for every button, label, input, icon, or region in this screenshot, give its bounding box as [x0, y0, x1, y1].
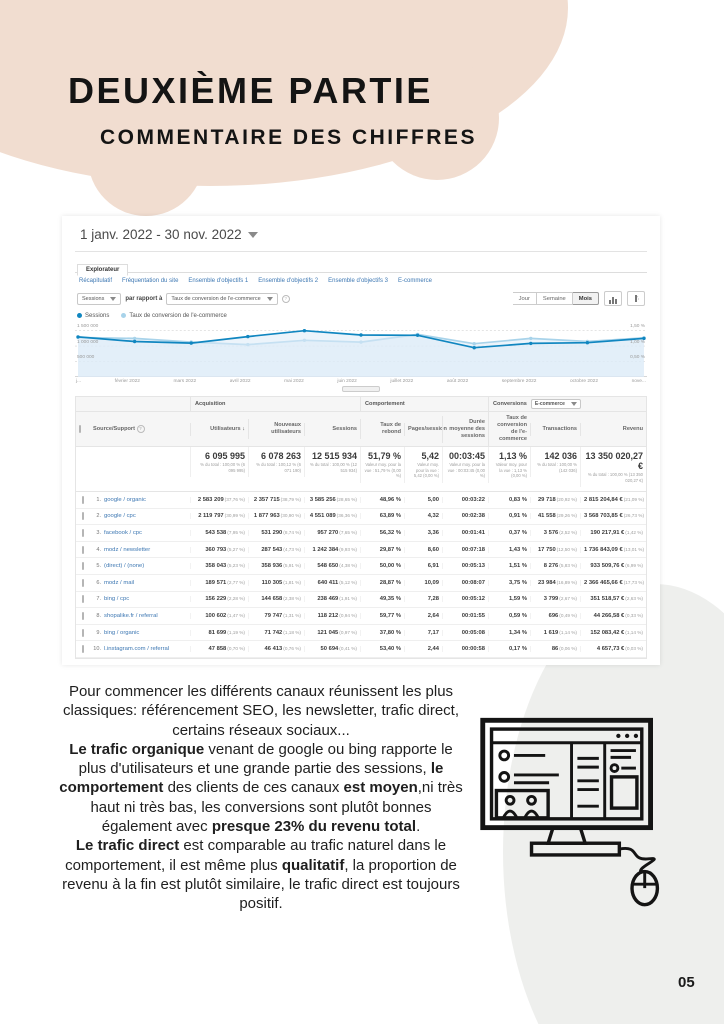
table-row	[76, 509, 646, 526]
secondary-metric-select[interactable]	[166, 293, 277, 305]
source-link[interactable]: bing / cpc	[104, 596, 130, 603]
row-checkbox-cell	[76, 613, 90, 619]
x-axis-tick: octobre 2022	[570, 379, 599, 385]
table-row	[76, 575, 646, 592]
tab-explorateur[interactable]: Explorateur	[77, 264, 128, 276]
row-index: 10.	[93, 646, 101, 653]
cell-rebond: 56,32 %	[360, 530, 404, 536]
cell-rebond: 48,96 %	[360, 497, 404, 503]
cell-conversion: 0,37 %	[488, 530, 530, 536]
row-index: 8.	[96, 612, 101, 619]
cell-rebond: 29,87 %	[360, 547, 404, 553]
chevron-down-icon	[571, 402, 577, 406]
y-axis-tick: 500 000	[77, 355, 95, 361]
cell-utilisateurs: 543 538(7,95 %)	[190, 530, 248, 536]
cell-nouveaux: 358 936(5,91 %)	[248, 563, 304, 569]
cell-conversion: 0,59 %	[488, 613, 530, 619]
person-head	[506, 796, 514, 804]
cell-duree: 00:05:12	[442, 596, 488, 602]
cell-sessions: 1 242 384(9,93 %)	[304, 547, 360, 553]
body-text-segment: venant de google ou bing rapporte le plus d'utilisateurs et une grande partie des sessions,	[78, 740, 453, 778]
row-checkbox-cell	[76, 596, 90, 602]
cell-rebond: 49,35 %	[360, 596, 404, 602]
chart-scrollbar[interactable]	[342, 386, 380, 392]
table-row	[76, 625, 646, 642]
report-nav-link[interactable]: E-commerce	[397, 278, 432, 284]
cell-rebond: 28,87 %	[360, 580, 404, 586]
cell-pages: 3,36	[404, 530, 442, 536]
cell-utilisateurs: 189 571(2,77 %)	[190, 580, 248, 586]
cell-duree: 00:01:41	[442, 530, 488, 536]
cell-pages: 7,28	[404, 596, 442, 602]
row-index: 9.	[96, 629, 101, 636]
row-checkbox[interactable]	[82, 562, 84, 570]
y2-axis-tick: 1,50 %	[630, 324, 645, 330]
granularity-controls	[513, 291, 645, 306]
source-cell	[90, 547, 190, 553]
cell-revenu: 2 366 465,66 €(17,73 %)	[580, 580, 646, 586]
scatter-icon: ∴	[635, 296, 639, 302]
row-checkbox-cell	[76, 580, 90, 586]
chevron-down-icon	[248, 232, 258, 238]
window-dot	[616, 734, 620, 738]
report-nav-link[interactable]: Ensemble d'objectifs 1	[188, 278, 249, 284]
cell-duree: 00:07:18	[442, 547, 488, 553]
body-text-segment: Le trafic direct	[75, 837, 180, 855]
ad-box	[612, 777, 637, 808]
row-checkbox[interactable]	[82, 529, 84, 537]
cell-utilisateurs: 358 043(5,23 %)	[190, 563, 248, 569]
body-text-segment: Pour commencer les différents canaux réunissent les plus classiques: référencement SEO, les newsletter, trafic direct, certains réseaux sociaux...	[63, 683, 459, 739]
row-checkbox[interactable]	[82, 629, 84, 637]
cell-nouveaux: 110 305(1,81 %)	[248, 580, 304, 586]
table-row	[76, 592, 646, 609]
cell-revenu: 44 266,58 €(0,33 %)	[580, 613, 646, 619]
cell-duree: 00:05:13	[442, 563, 488, 569]
chevron-down-icon	[267, 297, 273, 301]
conversions-type-label: E-commerce	[534, 401, 565, 408]
total-rebond: 51,79 % Valeur moy. pour la vue : 51,79 % (0,00 %)	[360, 447, 404, 483]
cell-utilisateurs: 2 119 797(30,99 %)	[190, 513, 248, 519]
sources-table	[75, 396, 647, 659]
cell-sessions: 3 585 256(28,65 %)	[304, 497, 360, 503]
cell-transactions: 696(0,49 %)	[530, 613, 580, 619]
source-link[interactable]: shopalike.fr / referral	[104, 612, 158, 619]
row-checkbox[interactable]	[82, 496, 84, 504]
bullet-icon	[500, 773, 509, 782]
source-link[interactable]: modz / newsletter	[104, 546, 151, 553]
source-cell	[90, 513, 190, 519]
cell-transactions: 3 799(2,67 %)	[530, 596, 580, 602]
cell-duree: 00:02:38	[442, 513, 488, 519]
cell-sessions: 548 650(4,38 %)	[304, 563, 360, 569]
cell-utilisateurs: 360 793(5,27 %)	[190, 547, 248, 553]
source-cell	[90, 497, 190, 503]
row-checkbox-cell	[76, 563, 90, 569]
table-header-row	[76, 412, 646, 447]
cell-revenu: 4 657,73 €(0,03 %)	[580, 646, 646, 652]
cell-nouveaux: 2 357 715(38,79 %)	[248, 497, 304, 503]
body-text-segment: presque 23% du revenu total	[211, 818, 417, 836]
cell-conversion: 0,83 %	[488, 497, 530, 503]
col-duree-moyenne[interactable]: Durée moyenne des sessions	[442, 416, 488, 443]
line-chart-view-button[interactable]	[604, 291, 622, 306]
table-row	[76, 558, 646, 575]
vs-label: par rapport à	[125, 295, 163, 302]
bar-icon	[612, 297, 614, 304]
row-checkbox[interactable]	[82, 546, 84, 554]
x-axis-tick: nove...	[631, 379, 646, 385]
cell-conversion: 1,34 %	[488, 630, 530, 636]
cell-revenu: 190 217,91 €(1,42 %)	[580, 530, 646, 536]
window-dot	[634, 734, 638, 738]
chevron-down-icon	[110, 297, 116, 301]
cell-nouveaux: 46 413(0,76 %)	[248, 646, 304, 652]
cell-utilisateurs: 156 229(2,28 %)	[190, 596, 248, 602]
legend-sessions	[77, 313, 109, 319]
body-paragraph	[56, 682, 466, 740]
row-checkbox-cell	[76, 513, 90, 519]
row-index: 4.	[96, 546, 101, 553]
source-link[interactable]: facebook / cpc	[104, 530, 142, 536]
cell-rebond: 50,00 %	[360, 563, 404, 569]
row-index: 6.	[96, 579, 101, 586]
cell-sessions: 4 551 089(36,36 %)	[304, 513, 360, 519]
cell-pages: 2,64	[404, 613, 442, 619]
tab-bar	[75, 252, 647, 273]
bar-icon	[609, 300, 611, 304]
cell-sessions: 121 045(0,97 %)	[304, 630, 360, 636]
total-revenu: 13 350 020,27 € % du total : 100,00 % (13 350 020,27 €)	[580, 447, 646, 487]
body-text-segment: le comportement	[59, 760, 444, 797]
cell-conversion: 3,75 %	[488, 580, 530, 586]
cell-revenu: 1 736 843,09 €(13,01 %)	[580, 547, 646, 553]
bullet-icon	[500, 751, 509, 760]
row-checkbox[interactable]	[82, 612, 84, 620]
source-cell	[90, 530, 190, 536]
timeseries-chart	[75, 323, 647, 377]
total-pages: 5,42 Valeur moy. pour la vue : 5,42 (0,00 %)	[404, 447, 442, 483]
cell-transactions: 8 276(5,83 %)	[530, 563, 580, 569]
legend-label: Taux de conversion de l'e-commerce	[129, 313, 227, 320]
row-index: 5.	[96, 563, 101, 570]
row-index: 7.	[96, 596, 101, 603]
total-transactions: 142 036 % du total : 100,00 % (142 036)	[530, 447, 580, 477]
report-nav	[75, 273, 647, 288]
x-axis-tick: avril 2022	[229, 379, 251, 385]
total-conversion: 1,13 % Valeur moy. pour la vue : 1,13 % (0,00 %)	[488, 447, 530, 483]
x-axis-labels	[75, 377, 647, 384]
body-text-segment: qualitatif	[281, 856, 345, 874]
table-body	[76, 492, 646, 658]
row-checkbox-cell	[76, 497, 90, 503]
report-nav-link[interactable]: Ensemble d'objectifs 2	[258, 278, 319, 284]
source-link[interactable]: modz / mail	[104, 579, 135, 586]
row-checkbox-cell	[76, 630, 90, 636]
page-number: 05	[678, 974, 695, 991]
cell-transactions: 3 576(2,52 %)	[530, 530, 580, 536]
granularity-button[interactable]: Semaine	[537, 292, 573, 305]
cell-rebond: 37,80 %	[360, 630, 404, 636]
cell-pages: 2,44	[404, 646, 442, 652]
col-transactions[interactable]: Transactions	[530, 423, 580, 436]
cell-sessions: 640 411(5,12 %)	[304, 580, 360, 586]
legend-dot-sessions	[77, 313, 82, 318]
cell-duree: 00:08:07	[442, 580, 488, 586]
row-index: 2.	[96, 513, 101, 520]
primary-metric-label: Sessions	[82, 295, 105, 302]
row-index: 1.	[96, 496, 101, 503]
body-text-segment: , la proportion de revenu à la fin est plutôt similaire, le trafic direct est toujours positif.	[62, 856, 460, 913]
select-all-checkbox-cell	[76, 423, 90, 436]
person-head	[528, 796, 536, 804]
body-paragraph	[56, 836, 466, 913]
monitor-base	[532, 843, 620, 855]
cell-revenu: 933 509,76 €(6,99 %)	[580, 563, 646, 569]
total-sessions: 12 515 934 % du total : 100,00 % (12 515 934)	[304, 447, 360, 477]
body-text-segment: ,ni très haut ni très bas, les conversions sont plutôt bonnes également avec	[90, 779, 463, 836]
group-acquisition: Acquisition	[190, 397, 360, 411]
page-title: DEUXIÈME PARTIE	[68, 70, 433, 111]
chart-legend	[75, 310, 647, 321]
y-axis-tick: 1 500 000	[77, 324, 99, 330]
cell-revenu: 152 083,42 €(1,14 %)	[580, 630, 646, 636]
col-utilisateurs[interactable]: Utilisateurs ↓	[190, 423, 248, 436]
legend-conversion	[121, 313, 227, 319]
cell-pages: 7,17	[404, 630, 442, 636]
cell-pages: 5,00	[404, 497, 442, 503]
x-axis-tick: j...	[76, 379, 82, 385]
motion-chart-view-button[interactable]	[627, 291, 645, 306]
body-text-segment: Le trafic organique	[69, 740, 205, 758]
page-subtitle: COMMENTAIRE DES CHIFFRES	[100, 126, 477, 149]
x-axis-tick: février 2022	[114, 379, 140, 385]
commentary-text	[56, 682, 466, 914]
mouse-cable	[619, 848, 654, 872]
cell-duree: 00:05:08	[442, 630, 488, 636]
cell-rebond: 59,77 %	[360, 613, 404, 619]
metric-compare-controls	[77, 293, 290, 305]
cell-transactions: 1 619(1,14 %)	[530, 630, 580, 636]
cell-transactions: 23 984(16,89 %)	[530, 580, 580, 586]
cell-utilisateurs: 100 602(1,47 %)	[190, 613, 248, 619]
cell-utilisateurs: 47 858(0,70 %)	[190, 646, 248, 652]
cell-pages: 8,60	[404, 547, 442, 553]
x-axis-tick: juillet 2022	[390, 379, 414, 385]
total-utilisateurs: 6 095 995 % du total : 100,00 % (6 095 995)	[190, 447, 248, 477]
cell-revenu: 3 568 703,85 €(26,73 %)	[580, 513, 646, 519]
body-text-segment: est moyen	[343, 779, 418, 797]
computer-illustration	[473, 710, 673, 915]
info-icon: ?	[282, 295, 290, 303]
table-row	[76, 492, 646, 509]
x-axis-tick: mai 2022	[284, 379, 304, 385]
select-all-checkbox[interactable]	[79, 425, 81, 433]
table-totals-row	[76, 447, 646, 492]
bar-icon	[615, 299, 617, 304]
group-conversions	[488, 397, 646, 411]
table-row	[76, 608, 646, 625]
cell-duree: 00:01:55	[442, 613, 488, 619]
row-index: 3.	[96, 530, 101, 536]
cell-utilisateurs: 81 699(1,19 %)	[190, 630, 248, 636]
source-link[interactable]: google / organic	[104, 496, 146, 503]
body-paragraph	[56, 740, 466, 836]
legend-label: Sessions	[85, 313, 110, 320]
cell-utilisateurs: 2 583 209(37,76 %)	[190, 497, 248, 503]
analytics-screenshot	[62, 216, 660, 665]
x-axis-tick: juin 2022	[337, 379, 357, 385]
y2-axis-tick: 1,00 %	[630, 340, 645, 346]
cell-rebond: 53,40 %	[360, 646, 404, 652]
cell-transactions: 86(0,06 %)	[530, 646, 580, 652]
group-comportement: Comportement	[360, 397, 488, 411]
cell-duree: 00:00:58	[442, 646, 488, 652]
cell-pages: 4,32	[404, 513, 442, 519]
report-nav-link[interactable]: Fréquentation du site	[122, 278, 179, 284]
cell-nouveaux: 531 290(8,74 %)	[248, 530, 304, 536]
secondary-metric-label: Taux de conversion de l'e-commerce	[171, 295, 261, 302]
cell-nouveaux: 79 747(1,31 %)	[248, 613, 304, 619]
legend-dot-conversion	[121, 313, 126, 318]
beige-blob-bump2	[88, 100, 204, 216]
total-duree: 00:03:45 Valeur moy. pour la vue : 00:03:45 (0,00 %)	[442, 447, 488, 483]
cell-nouveaux: 144 658(2,38 %)	[248, 596, 304, 602]
cell-conversion: 0,17 %	[488, 646, 530, 652]
controls-row	[75, 288, 647, 310]
cell-duree: 00:03:22	[442, 497, 488, 503]
table-row	[76, 641, 646, 658]
report-nav-link[interactable]: Récapitulatif	[79, 278, 113, 284]
total-nouveaux: 6 078 263 % du total : 100,12 % (6 071 190)	[248, 447, 304, 477]
cell-sessions: 118 212(0,94 %)	[304, 613, 360, 619]
granularity-button[interactable]: Jour	[513, 292, 537, 305]
source-link[interactable]: bing / organic	[104, 629, 140, 636]
cell-revenu: 351 518,57 €(2,63 %)	[580, 596, 646, 602]
cell-pages: 10,09	[404, 580, 442, 586]
cell-conversion: 1,51 %	[488, 563, 530, 569]
cell-conversion: 0,91 %	[488, 513, 530, 519]
cell-nouveaux: 1 877 963(30,90 %)	[248, 513, 304, 519]
x-axis-tick: août 2022	[446, 379, 469, 385]
col-sessions[interactable]: Sessions	[304, 423, 360, 436]
cell-sessions: 238 469(1,91 %)	[304, 596, 360, 602]
cell-sessions: 957 270(7,65 %)	[304, 530, 360, 536]
source-link[interactable]: google / cpc	[104, 513, 136, 520]
cell-transactions: 29 718(20,92 %)	[530, 497, 580, 503]
col-taux-rebond[interactable]: Taux de rebond	[360, 419, 404, 439]
row-checkbox[interactable]	[82, 512, 84, 520]
x-axis-tick: mars 2022	[173, 379, 197, 385]
cell-transactions: 17 750(12,50 %)	[530, 547, 580, 553]
col-pages-session[interactable]: Pages/session	[404, 423, 442, 436]
cell-conversion: 1,43 %	[488, 547, 530, 553]
granularity-buttons	[513, 292, 599, 305]
col-source-support[interactable]: Source/Support ?	[90, 422, 190, 436]
row-checkbox[interactable]	[82, 579, 84, 587]
cell-revenu: 2 815 204,84 €(21,09 %)	[580, 497, 646, 503]
date-range-selector[interactable]	[75, 216, 647, 252]
y2-axis-tick: 0,50 %	[630, 355, 645, 361]
table-row	[76, 542, 646, 559]
table-group-row	[76, 397, 646, 412]
body-text-segment: est comparable au trafic naturel dans le comportement, il est même plus	[65, 837, 447, 874]
body-text-segment: des clients de ces canaux	[163, 779, 344, 797]
row-checkbox-cell	[76, 547, 90, 553]
table-row	[76, 525, 646, 542]
cell-transactions: 41 558(29,26 %)	[530, 513, 580, 519]
source-cell	[90, 630, 190, 636]
cell-rebond: 63,89 %	[360, 513, 404, 519]
col-taux-conversion[interactable]: Taux de conversion de l'e-commerce	[488, 412, 530, 446]
window-dot	[625, 734, 629, 738]
source-cell	[90, 596, 190, 602]
cell-conversion: 1,59 %	[488, 596, 530, 602]
source-link[interactable]: l.instagram.com / referral	[104, 646, 170, 653]
conversions-label: Conversions	[493, 401, 527, 408]
cell-nouveaux: 71 742(1,18 %)	[248, 630, 304, 636]
source-cell	[90, 613, 190, 619]
granularity-button[interactable]: Mois	[573, 292, 599, 305]
conversions-type-select[interactable]	[531, 399, 581, 409]
col-revenu[interactable]: Revenu	[580, 423, 646, 436]
source-cell	[90, 563, 190, 569]
sessions-chart-canvas	[75, 323, 647, 377]
cell-nouveaux: 287 543(4,73 %)	[248, 547, 304, 553]
source-cell	[90, 646, 190, 652]
source-link[interactable]: (direct) / (none)	[104, 563, 145, 570]
row-checkbox-cell	[76, 530, 90, 536]
help-icon: ?	[137, 425, 145, 433]
cell-sessions: 50 694(0,41 %)	[304, 646, 360, 652]
bullet-icon	[611, 765, 618, 772]
cell-pages: 6,91	[404, 563, 442, 569]
body-text-segment: .	[416, 818, 421, 836]
source-cell	[90, 580, 190, 586]
sort-desc-icon: ↓	[242, 425, 245, 432]
row-checkbox[interactable]	[82, 595, 84, 603]
primary-metric-select[interactable]	[77, 293, 121, 305]
row-checkbox-cell	[76, 646, 90, 652]
report-nav-link[interactable]: Ensemble d'objectifs 3	[328, 278, 388, 284]
row-checkbox[interactable]	[82, 645, 84, 653]
date-range-label: 1 janv. 2022 - 30 nov. 2022	[80, 227, 242, 242]
x-axis-tick: septembre 2022	[501, 379, 537, 385]
col-nouveaux-utilisateurs[interactable]: Nouveaux utilisateurs	[248, 419, 304, 439]
y-axis-tick: 1 000 000	[77, 340, 99, 346]
